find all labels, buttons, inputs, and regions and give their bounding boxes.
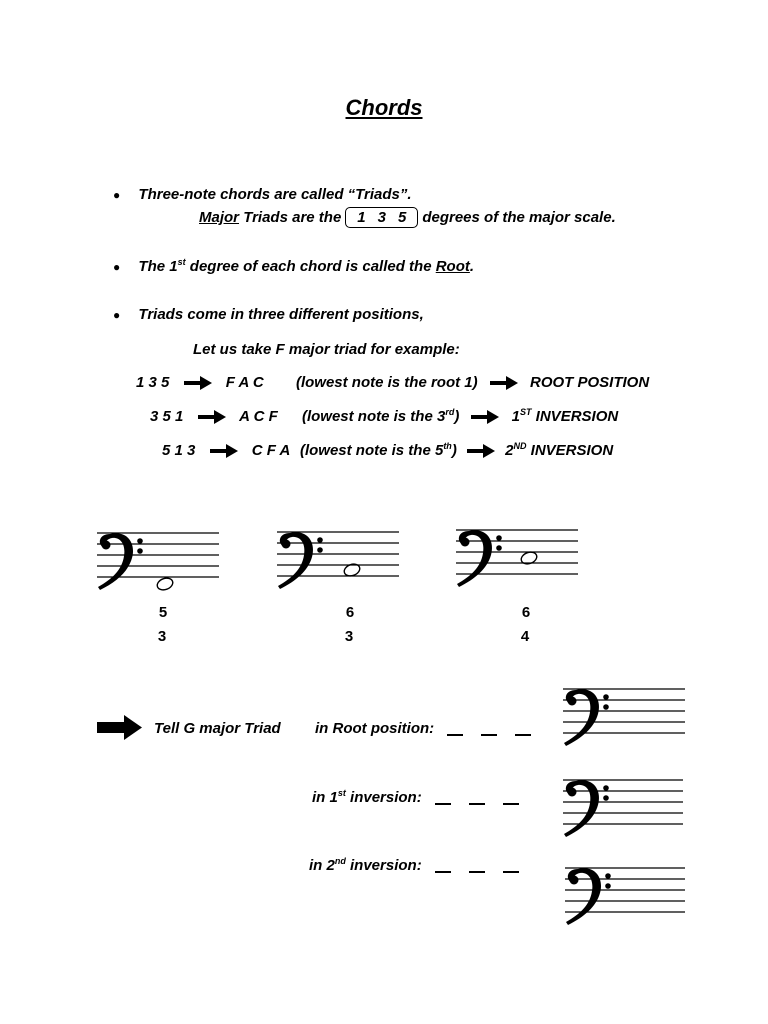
bass-clef-icon — [564, 780, 609, 837]
position-numbers: 5 1 3 — [162, 442, 196, 459]
exercise-first-row — [312, 789, 528, 806]
figure-top: 6 — [345, 604, 355, 621]
position-note-text: (lowest note is the 5 — [299, 442, 444, 459]
position-result-sup: ND — [513, 441, 527, 451]
exercise-prompt: Tell G major Triad — [154, 720, 281, 737]
exercise-staff-root — [563, 689, 685, 746]
bass-clef-icon — [278, 532, 323, 589]
position-note-sup: rd — [445, 407, 455, 417]
bullet-dot: ● — [113, 260, 121, 274]
figure-top: 6 — [521, 604, 531, 621]
answer-blank[interactable] — [481, 722, 497, 736]
exercise-second-label-pre: in 2 — [309, 857, 335, 874]
major-word: Major — [199, 209, 240, 226]
staff-first-inversion — [277, 532, 399, 589]
exercise-first-sup: st — [337, 788, 346, 798]
page-title: Chords — [345, 95, 423, 120]
exercise-first-label-post: inversion: — [345, 789, 422, 806]
position-note-end: ) — [451, 442, 457, 459]
bass-clef-icon — [566, 868, 611, 925]
answer-blank[interactable] — [515, 722, 531, 736]
position-result-text: 2 — [505, 442, 514, 459]
whole-note — [156, 576, 175, 592]
position-note-text: (lowest note is the 3 — [301, 408, 446, 425]
bass-clef-icon — [564, 689, 609, 746]
bullet-dot: ● — [113, 188, 121, 202]
answer-blank[interactable] — [469, 859, 485, 873]
figure-bottom: 4 — [520, 628, 530, 645]
exercise-second-label-post: inversion: — [345, 857, 422, 874]
answer-blank[interactable] — [503, 859, 519, 873]
degree-5: 5 — [397, 209, 407, 226]
bass-clef-icon — [98, 533, 143, 590]
figure-top: 5 — [158, 604, 168, 621]
bullet-3-text: Triads come in three different positions, — [138, 306, 424, 323]
exercise-root-row — [315, 720, 540, 737]
exercise-first-label-pre: in 1 — [312, 789, 338, 806]
position-numbers: 1 3 5 — [136, 374, 170, 391]
position-result-text: ROOT POSITION — [529, 374, 650, 391]
position-result-sup: ST — [520, 407, 532, 417]
bullet-2-pre: The 1 — [138, 258, 178, 275]
bullet-1-mid: Triads are the — [243, 209, 342, 226]
position-note-end: ) — [454, 408, 460, 425]
bullet-1-text: Three-note chords are called “Triads”. — [138, 186, 412, 203]
exercise-root-label: in Root position: — [315, 720, 435, 737]
bass-clef-icon — [457, 530, 502, 587]
position-numbers: 3 5 1 — [150, 408, 184, 425]
staff-second-inversion — [456, 530, 578, 587]
bullet-2-sup: st — [177, 257, 186, 267]
position-notes: F A C — [225, 374, 264, 391]
figure-bottom: 3 — [344, 628, 354, 645]
exercise-second-sup: nd — [334, 856, 346, 866]
degree-3: 3 — [377, 209, 386, 226]
bullet-2-end: . — [469, 258, 475, 275]
position-note-sup: th — [443, 441, 452, 451]
degree-1: 1 — [357, 209, 366, 226]
position-notes: C F A — [251, 442, 290, 459]
answer-blank[interactable] — [469, 791, 485, 805]
bullet-dot: ● — [113, 308, 121, 322]
staff-root-position — [97, 533, 219, 592]
bullet-2-mid: degree of each chord is called the — [189, 258, 432, 275]
root-word: Root — [435, 258, 470, 275]
example-intro: Let us take F major triad for example: — [193, 341, 460, 358]
position-note-text: (lowest note is the root 1) — [295, 374, 478, 391]
answer-blank[interactable] — [447, 722, 463, 736]
exercise-staff-first — [563, 780, 683, 837]
bullet-1-end: degrees of the major scale. — [422, 209, 616, 226]
answer-blank[interactable] — [503, 791, 519, 805]
exercise-staff-second — [565, 868, 685, 925]
big-arrow-icon — [97, 715, 142, 740]
exercise-second-row — [309, 857, 528, 874]
answer-blank[interactable] — [435, 791, 451, 805]
position-result-end: INVERSION — [531, 408, 619, 425]
answer-blank[interactable] — [435, 859, 451, 873]
position-notes: A C F — [239, 408, 278, 425]
position-result-end: INVERSION — [526, 442, 614, 459]
figure-bottom: 3 — [157, 628, 167, 645]
position-result-text: 1 — [511, 408, 520, 425]
